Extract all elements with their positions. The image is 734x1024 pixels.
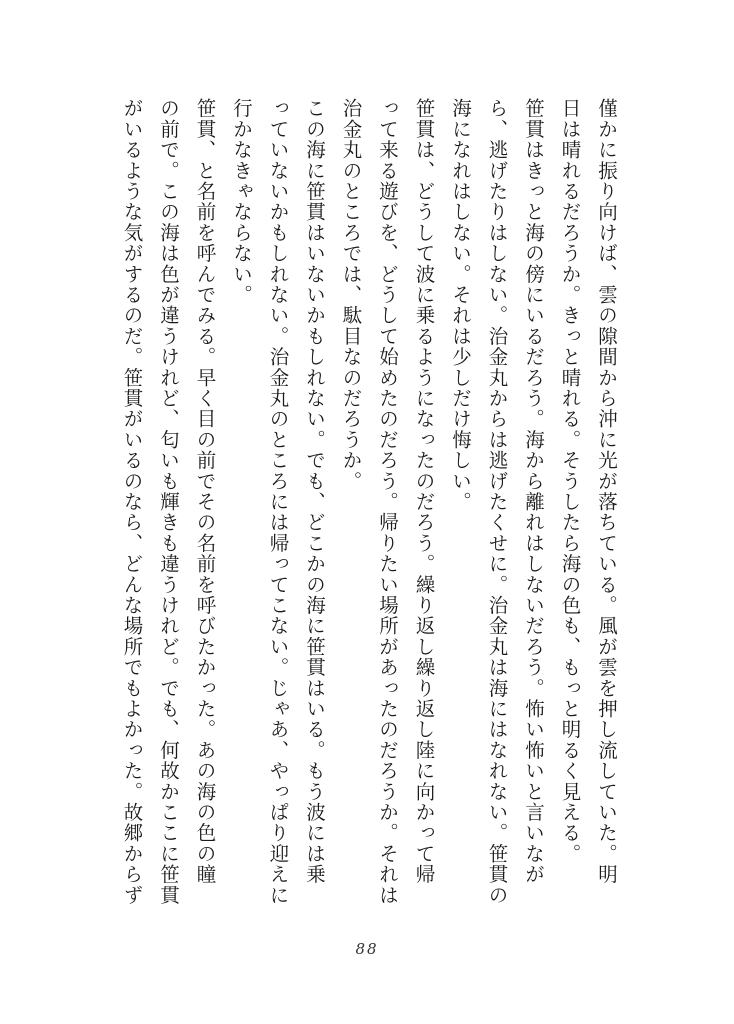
text-line: 笹貫は、どうして波に乗るようになったのだろう。繰り返し繰り返し陸に向かって帰 [412,98,436,885]
page-number: 88 [355,940,379,958]
text-line: ら、逃げたりはしない。治金丸からは逃げたくせに。治金丸は海にはなれない。笹貫の [485,98,509,906]
vertical-text-block [113,98,624,928]
text-line: って来る遊びを、どうして始めたのだろう。帰りたい場所があったのだろうか。それは [376,98,399,906]
text-line: 笹貫、と名前を呼んでみる。早く目の前でその名前を呼びたかった。あの海の色の瞳 [193,98,217,885]
text-line: この海に笹貫はいないかもしれない。でも、どこかの海に笹貫はいる。もう波には乗 [303,98,326,885]
text-line: 治金丸のところでは、駄目なのだろうか。 [339,98,363,492]
text-line: の前で。この海は色が違うけれど、匂いも輝きも違うけれど。でも、何故かここに笹貫 [157,98,180,906]
text-line: 行かなきゃならない。 [230,98,253,305]
text-line: 日は晴れるだろうか。きっと晴れる。そうしたら海の色も、もっと明るく見える。 [558,98,582,864]
text-line: 笹貫はきっと海の傍にいるだろう。海から離れはしないだろう。怖い怖いと言いなが [522,98,545,885]
text-line: がいるような気がするのだ。笹貫がいるのなら、どんな場所でもよかった。故郷からず [120,98,144,906]
text-line: っていないかもしれない。治金丸のところには帰ってこない。じゃあ、やっぱり迎えに [266,98,290,906]
text-line: 僅かに振り向けば、雲の隙間から沖に光が落ちている。風が雲を押し流していた。明 [595,98,618,885]
text-line: 海になれはしない。それは少しだけ悔しい。 [449,98,472,512]
